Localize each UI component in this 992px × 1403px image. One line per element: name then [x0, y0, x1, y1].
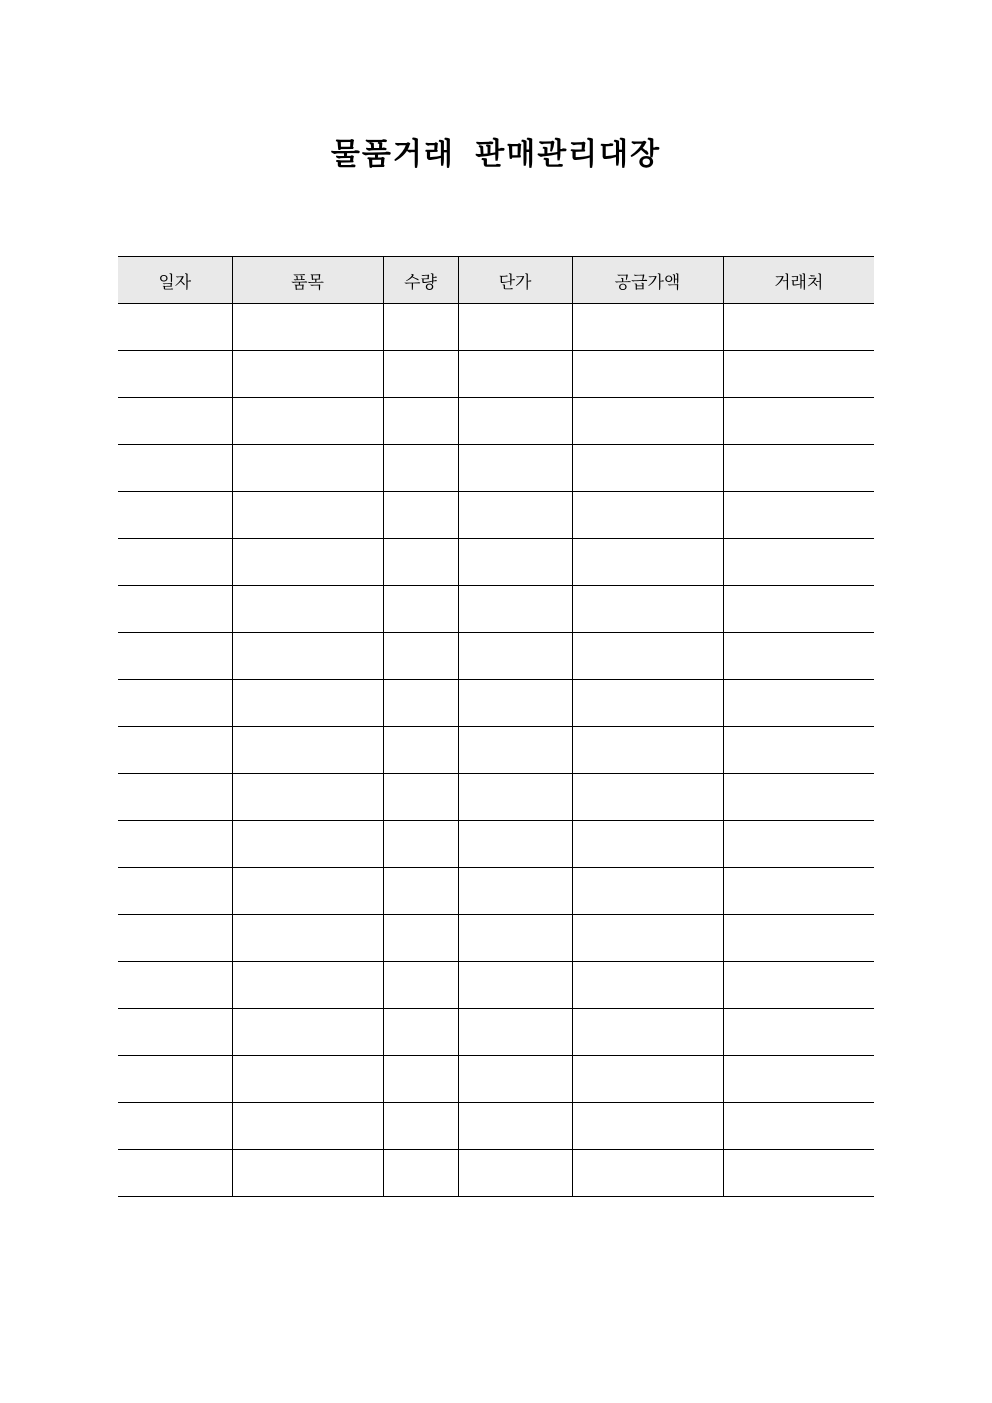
sales-ledger-table [118, 256, 874, 1197]
table-row [118, 868, 874, 915]
cell-client [723, 727, 874, 774]
cell-item [232, 915, 383, 962]
cell-client [723, 821, 874, 868]
table-row [118, 586, 874, 633]
table-row [118, 680, 874, 727]
cell-quantity [383, 915, 458, 962]
cell-supply-amount [572, 1056, 723, 1103]
table-row [118, 774, 874, 821]
cell-supply-amount [572, 304, 723, 351]
cell-supply-amount [572, 398, 723, 445]
cell-client [723, 774, 874, 821]
column-header-supply-amount: 공급가액 [572, 257, 723, 304]
table-row [118, 633, 874, 680]
cell-quantity [383, 586, 458, 633]
cell-supply-amount [572, 539, 723, 586]
cell-client [723, 633, 874, 680]
cell-date [118, 586, 232, 633]
table-row [118, 821, 874, 868]
column-header-item: 품목 [232, 257, 383, 304]
cell-item [232, 727, 383, 774]
cell-quantity [383, 821, 458, 868]
cell-item [232, 1056, 383, 1103]
cell-quantity [383, 1056, 458, 1103]
cell-item [232, 492, 383, 539]
cell-client [723, 1103, 874, 1150]
cell-client [723, 868, 874, 915]
cell-date [118, 1056, 232, 1103]
cell-supply-amount [572, 492, 723, 539]
cell-supply-amount [572, 351, 723, 398]
cell-unit-price [458, 915, 572, 962]
cell-client [723, 304, 874, 351]
cell-quantity [383, 774, 458, 821]
table-row [118, 915, 874, 962]
cell-date [118, 398, 232, 445]
cell-quantity [383, 351, 458, 398]
cell-unit-price [458, 304, 572, 351]
cell-supply-amount [572, 445, 723, 492]
table-row [118, 1150, 874, 1197]
cell-item [232, 1150, 383, 1197]
cell-quantity [383, 304, 458, 351]
cell-supply-amount [572, 774, 723, 821]
cell-item [232, 539, 383, 586]
cell-item [232, 633, 383, 680]
cell-client [723, 492, 874, 539]
cell-quantity [383, 1009, 458, 1056]
cell-date [118, 680, 232, 727]
cell-date [118, 915, 232, 962]
cell-unit-price [458, 962, 572, 1009]
ledger-body [118, 304, 874, 1197]
cell-unit-price [458, 351, 572, 398]
cell-unit-price [458, 1150, 572, 1197]
cell-unit-price [458, 1103, 572, 1150]
table-row [118, 445, 874, 492]
table-row [118, 727, 874, 774]
cell-client [723, 586, 874, 633]
cell-client [723, 445, 874, 492]
cell-item [232, 445, 383, 492]
cell-quantity [383, 539, 458, 586]
table-row [118, 1009, 874, 1056]
cell-supply-amount [572, 1009, 723, 1056]
table-row [118, 1103, 874, 1150]
cell-client [723, 1056, 874, 1103]
table-row [118, 351, 874, 398]
cell-supply-amount [572, 1150, 723, 1197]
table-row [118, 304, 874, 351]
cell-quantity [383, 1150, 458, 1197]
cell-unit-price [458, 821, 572, 868]
cell-supply-amount [572, 586, 723, 633]
cell-client [723, 1009, 874, 1056]
cell-unit-price [458, 398, 572, 445]
cell-supply-amount [572, 821, 723, 868]
cell-date [118, 962, 232, 1009]
cell-client [723, 351, 874, 398]
cell-item [232, 304, 383, 351]
cell-date [118, 304, 232, 351]
cell-supply-amount [572, 727, 723, 774]
cell-quantity [383, 492, 458, 539]
cell-supply-amount [572, 915, 723, 962]
cell-date [118, 1150, 232, 1197]
cell-unit-price [458, 633, 572, 680]
cell-date [118, 445, 232, 492]
header-row [118, 257, 874, 304]
cell-quantity [383, 1103, 458, 1150]
cell-client [723, 1150, 874, 1197]
cell-quantity [383, 727, 458, 774]
cell-date [118, 868, 232, 915]
cell-supply-amount [572, 680, 723, 727]
table-row [118, 1056, 874, 1103]
cell-item [232, 821, 383, 868]
cell-quantity [383, 868, 458, 915]
cell-date [118, 351, 232, 398]
cell-supply-amount [572, 962, 723, 1009]
cell-unit-price [458, 680, 572, 727]
cell-unit-price [458, 445, 572, 492]
cell-date [118, 774, 232, 821]
cell-supply-amount [572, 868, 723, 915]
cell-item [232, 398, 383, 445]
column-header-client: 거래처 [723, 257, 874, 304]
page-title: 물품거래 판매관리대장 [330, 137, 662, 172]
cell-item [232, 1009, 383, 1056]
cell-client [723, 680, 874, 727]
cell-unit-price [458, 774, 572, 821]
cell-item [232, 774, 383, 821]
cell-date [118, 727, 232, 774]
table-row [118, 962, 874, 1009]
cell-item [232, 586, 383, 633]
cell-item [232, 680, 383, 727]
cell-item [232, 962, 383, 1009]
cell-unit-price [458, 492, 572, 539]
cell-item [232, 868, 383, 915]
cell-supply-amount [572, 633, 723, 680]
cell-date [118, 492, 232, 539]
cell-unit-price [458, 539, 572, 586]
column-header-quantity: 수량 [383, 257, 458, 304]
cell-unit-price [458, 868, 572, 915]
cell-date [118, 821, 232, 868]
cell-client [723, 915, 874, 962]
cell-quantity [383, 445, 458, 492]
cell-item [232, 351, 383, 398]
table-row [118, 539, 874, 586]
table-row [118, 398, 874, 445]
cell-date [118, 1009, 232, 1056]
cell-unit-price [458, 727, 572, 774]
cell-client [723, 539, 874, 586]
cell-quantity [383, 398, 458, 445]
cell-item [232, 1103, 383, 1150]
cell-supply-amount [572, 1103, 723, 1150]
cell-quantity [383, 633, 458, 680]
cell-unit-price [458, 586, 572, 633]
cell-quantity [383, 962, 458, 1009]
column-header-date: 일자 [118, 257, 232, 304]
cell-date [118, 1103, 232, 1150]
cell-client [723, 398, 874, 445]
cell-client [723, 962, 874, 1009]
cell-date [118, 633, 232, 680]
cell-date [118, 539, 232, 586]
cell-unit-price [458, 1056, 572, 1103]
table-row [118, 492, 874, 539]
cell-unit-price [458, 1009, 572, 1056]
column-header-unit-price: 단가 [458, 257, 572, 304]
cell-quantity [383, 680, 458, 727]
